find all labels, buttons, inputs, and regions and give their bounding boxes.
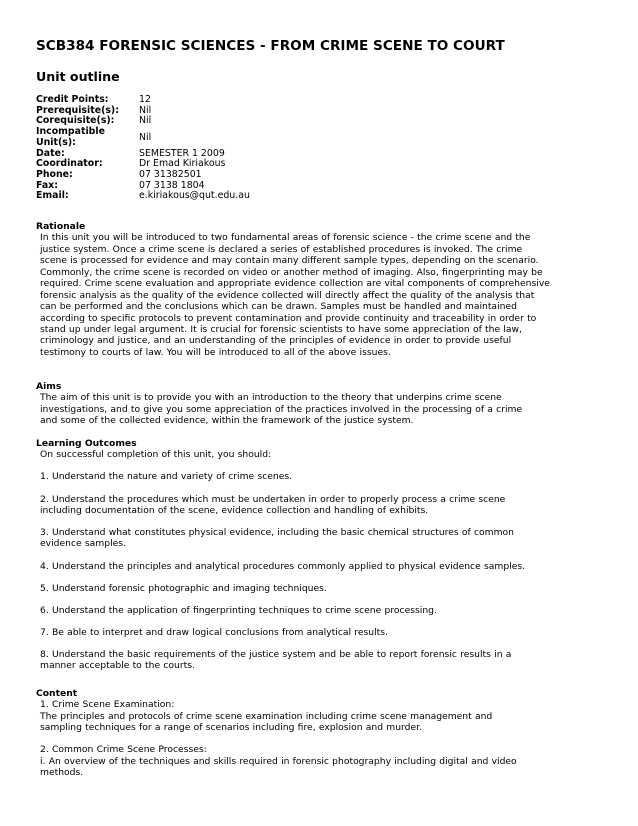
aims-heading: Aims [36,381,62,392]
content-section [36,688,616,789]
learning-outcomes-section [36,438,616,682]
content-item-text: The principles and protocols of crime scene examination including crime scene management and sampling techniques for a range of scenarios including fire, explosion and murder. [40,710,493,734]
detail-value: 12 [139,94,151,105]
detail-value: Nil [139,115,152,127]
detail-value: Nil [139,104,152,116]
detail-label: Phone: [36,168,73,180]
detail-label: Incompatible Unit(s): [36,126,105,148]
learning-outcomes-intro: On successful completion of this unit, you should: [40,449,272,461]
detail-label: Coordinator: [36,158,103,170]
content-item [40,744,530,778]
aims-text: The aim of this unit is to provide you with an introduction to the theory that underpins crime scene investigations, and to give you some appreciation of the practices involved in the processing of a crime and some of the collected evidence, within the framework of the justice system. [40,392,523,427]
detail-label: Credit Points: [36,94,109,105]
content-item [40,699,530,733]
detail-email [36,191,436,202]
detail-label: Date: [36,147,65,159]
learning-outcome-item: 3. Understand what constitutes physical evidence, including the basic chemical structures of common evidence samples. [40,527,514,550]
learning-outcome-item: 7. Be able to interpret and draw logical conclusions from analytical results. [40,626,388,638]
learning-outcomes-heading: Learning Outcomes [36,438,137,449]
learning-outcome-item: 5. Understand forensic photographic and imaging techniques. [40,582,327,594]
learning-outcome-item: 2. Understand the procedures which must be undertaken in order to properly process a crime scene including documentation of the scene, evidence collection and handling of exhibits. [40,493,506,516]
detail-label: Fax: [36,179,58,191]
content-item-title: 1. Crime Scene Examination: [40,699,175,711]
detail-coordinator [36,159,436,170]
detail-value: 07 31382501 [139,168,202,180]
detail-value: SEMESTER 1 2009 [139,147,225,159]
rationale-text: In this unit you will be introduced to two fundamental areas of forensic science - the crime scene and the justice system. Once a crime scene is declared a series of established procedures is invoked. The crime scene is processed for evidence and may contain many different sample types, depending on the scenario. Commonly, the crime scene is recorded on video or another method of imaging. Also, fingerprinting may be required. Crime scene evaluation and appropriate evidence collection are vital components of comprehensive forensic analysis as the quality of the evidence collected will directly affect the quality of the analysis that can be performed and the conclusions which can be drawn. Samples must be handled and maintained according to specific protocols to prevent contamination and provide continuity and traceability in order to stand up under legal argument. It is crucial for forensic scientists to have some appreciation of the law, criminology and justice, and an understanding of the principles of evidence in order to provide useful testimony to courts of law. You will be introduced to all of the above issues. [40,232,550,358]
email-link[interactable]: e.kiriakous@qut.edu.au [139,190,250,202]
rationale-heading: Rationale [36,221,86,232]
unit-details [36,95,436,202]
detail-label: Email: [36,190,69,202]
learning-outcome-item: 8. Understand the basic requirements of the justice system and be able to report forensic results in a manner acceptable to the courts. [40,648,512,672]
rationale-section [36,221,616,358]
detail-phone [36,170,436,181]
detail-incompatible-units [36,127,436,148]
unit-outline-heading: Unit outline [36,69,120,84]
detail-value: 07 3138 1804 [139,179,205,191]
detail-label: Corequisite(s): [36,115,115,127]
content-item-text: i. An overview of the techniques and skills required in forensic photography including digital and video methods. [40,755,517,779]
content-item-title: 2. Common Crime Scene Processes: [40,744,207,756]
learning-outcome-item: 4. Understand the principles and analytical procedures commonly applied to physical evidence samples. [40,560,526,572]
learning-outcome-item: 6. Understand the application of fingerprinting techniques to crime scene processing. [40,604,437,616]
detail-value: Nil [139,132,152,144]
learning-outcome-item: 1. Understand the nature and variety of crime scenes. [40,471,293,483]
detail-label: Prerequisite(s): [36,104,119,116]
detail-value: Dr Emad Kiriakous [139,158,226,170]
content-heading: Content [36,688,78,699]
unit-title: SCB384 FORENSIC SCIENCES - FROM CRIME SCENE TO COURT [36,38,505,54]
aims-section [36,381,616,427]
